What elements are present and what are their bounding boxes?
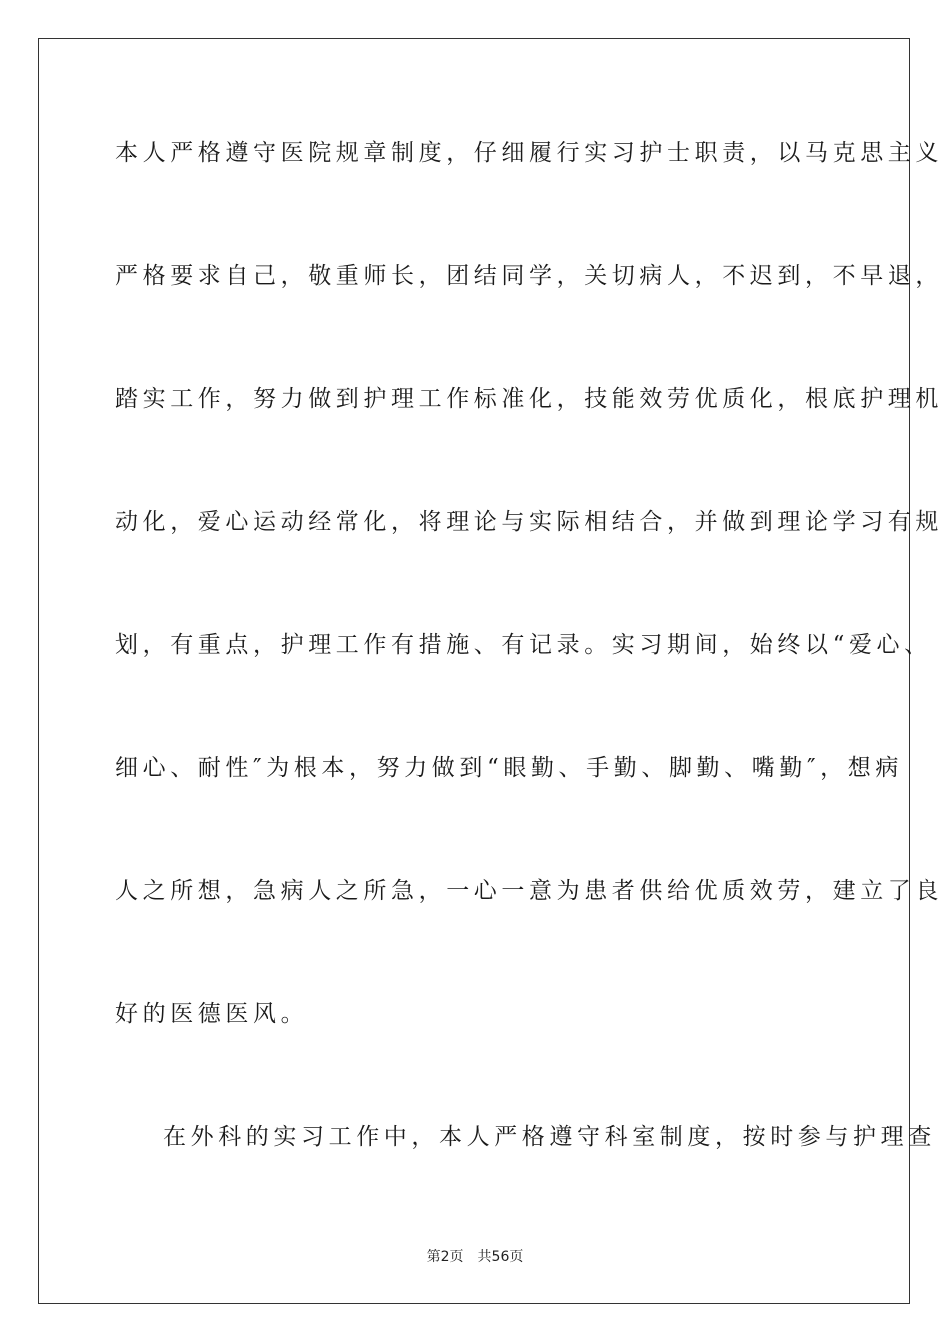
text-line: 人之所想，急病人之所急，一心一意为患者供给优质效劳，建立了良 xyxy=(115,878,943,904)
paragraph-start-line: 在外科的实习工作中，本人严格遵守科室制度，按时参与护理查 xyxy=(163,1124,936,1150)
text-line: 本人严格遵守医院规章制度，仔细履行实习护士职责，以马克思主义 xyxy=(115,140,943,166)
page-total: 共56页 xyxy=(477,1249,524,1265)
text-line: 划，有重点，护理工作有措施、有记录。实习期间，始终以“爱心、 xyxy=(115,632,932,658)
text-line: 细心、耐性″为根本，努力做到“眼勤、手勤、脚勤、嘴勤″，想病 xyxy=(115,755,903,781)
page-number: 第2页 xyxy=(426,1249,464,1265)
document-body xyxy=(115,118,943,1225)
text-line: 严格要求自己，敬重师长，团结同学，关切病人，不迟到，不早退， xyxy=(115,263,943,289)
text-line: 动化，爱心运动经常化，将理论与实际相结合，并做到理论学习有规 xyxy=(115,509,943,535)
text-line: 好的医德医风。 xyxy=(115,1001,309,1027)
text-line: 踏实工作，努力做到护理工作标准化，技能效劳优质化，根底护理机 xyxy=(115,386,943,412)
page-footer xyxy=(0,1246,950,1266)
